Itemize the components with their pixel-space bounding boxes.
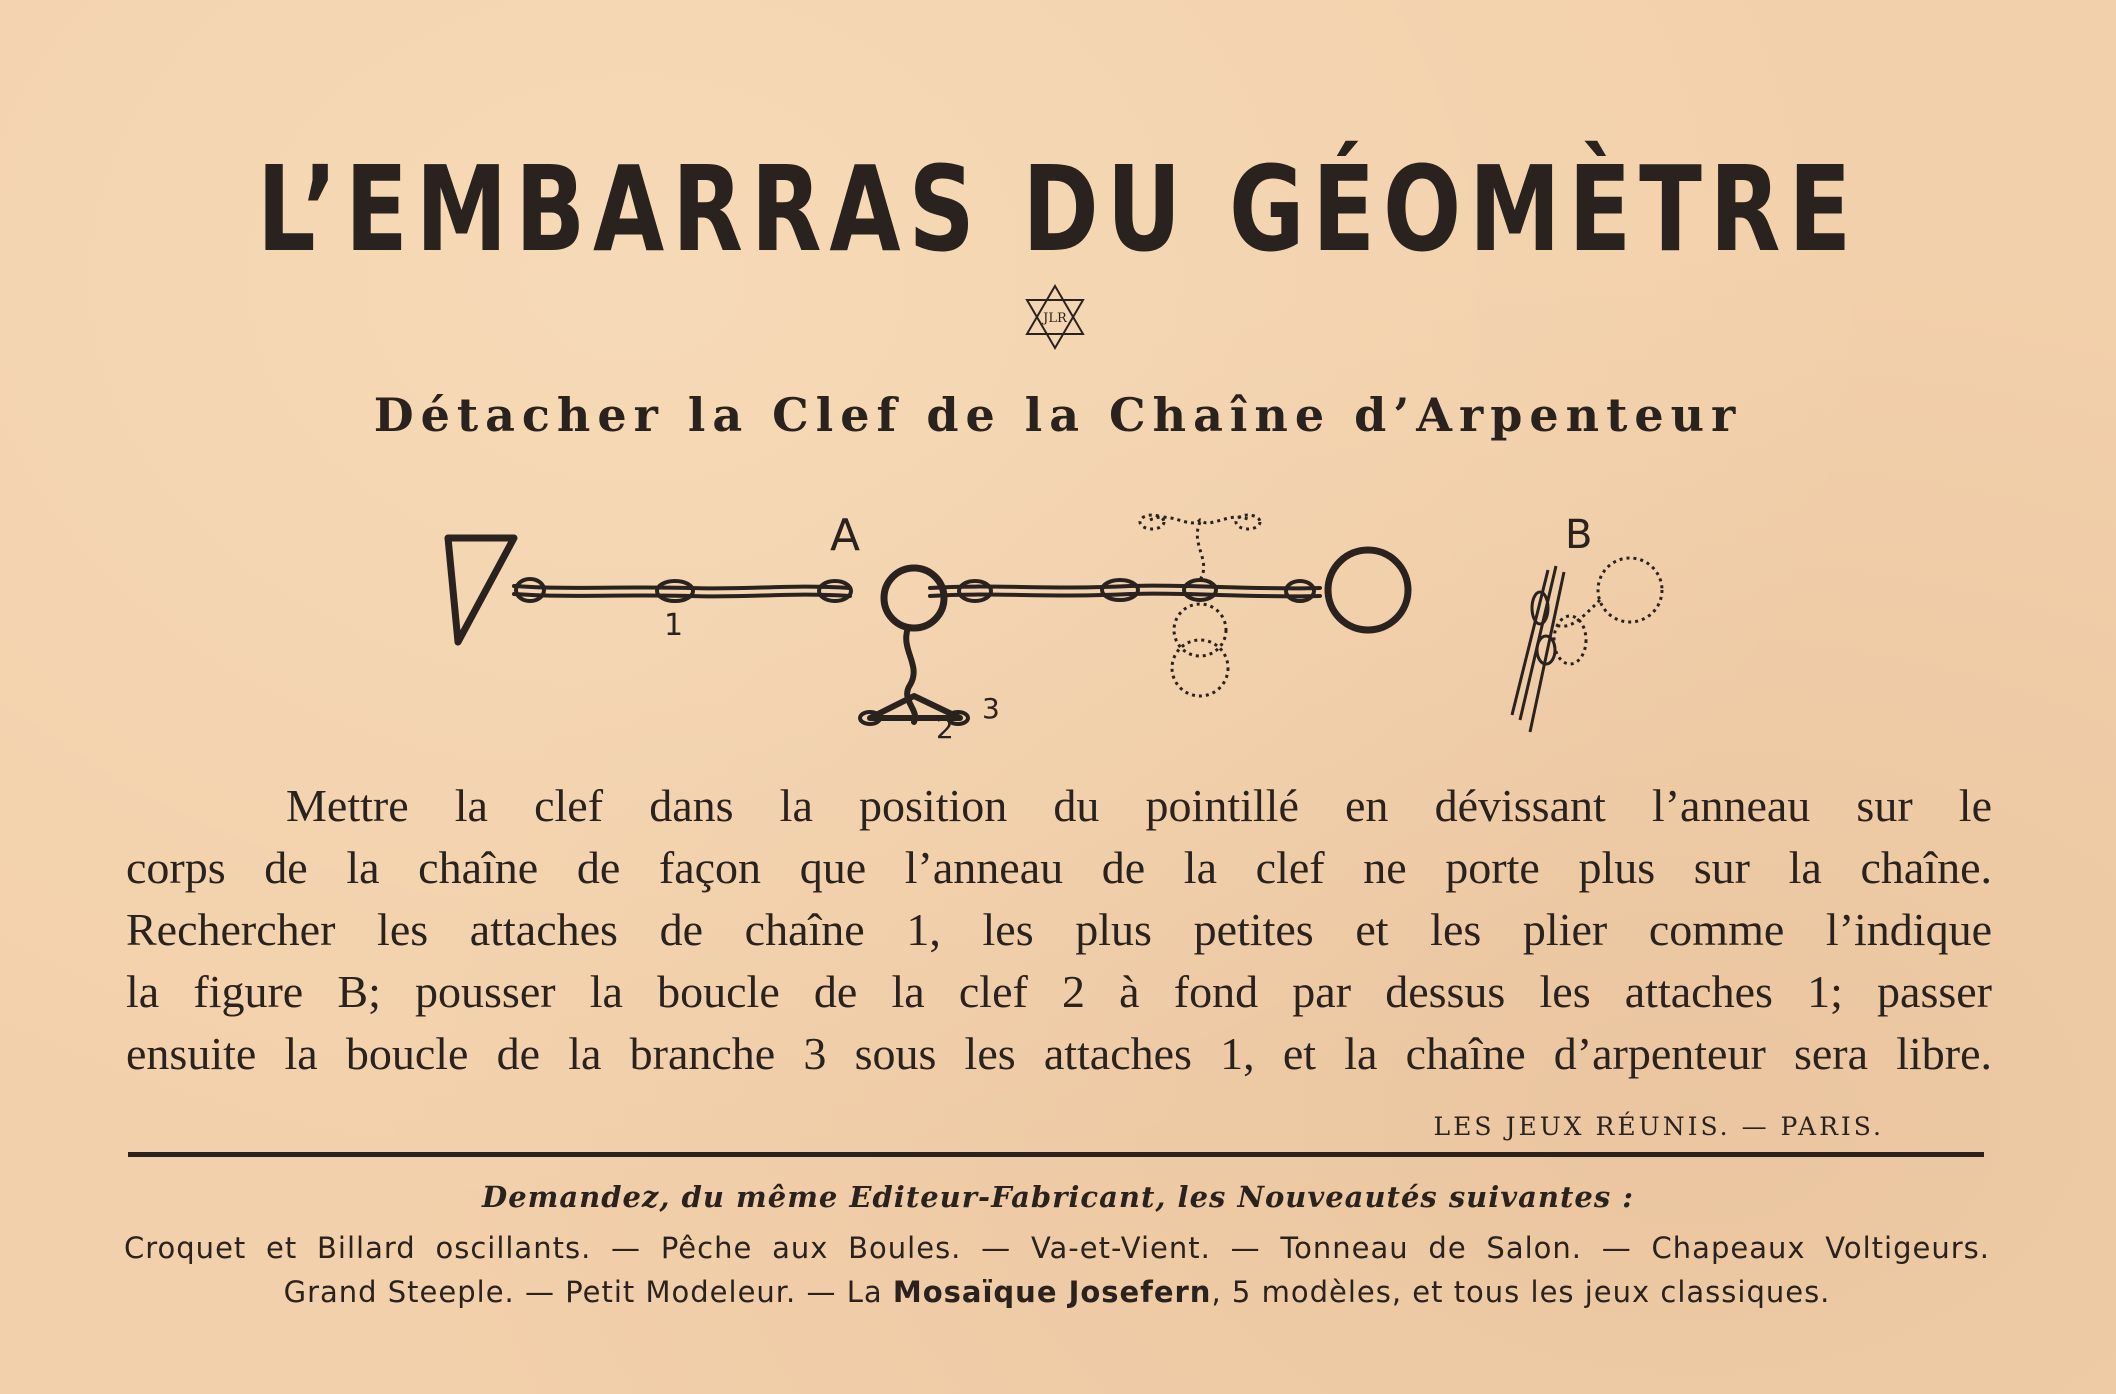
instructions-paragraph xyxy=(126,775,1992,1085)
figure-label-1: 1 xyxy=(664,608,684,643)
figure-label-a: A xyxy=(830,510,861,561)
product-line-start: Grand Steeple. — Petit Modeleur. — La xyxy=(283,1275,893,1309)
publisher-imprint: LES JEUX RÉUNIS. — PARIS. xyxy=(1433,1112,1884,1141)
instruction-line: la figure B; pousser la boucle de la clef 2 à fond par dessus les attaches 1; passer xyxy=(126,966,1992,1017)
card-title: L’EMBARRAS DU GÉOMÈTRE xyxy=(256,140,1860,278)
figure-label-2: 2 xyxy=(936,712,954,745)
instruction-line: ensuite la boucle de la branche 3 sous les attaches 1, et la chaîne d’arpenteur sera libre. xyxy=(126,1028,1992,1079)
chain-puzzle-illustration xyxy=(430,500,1710,770)
instruction-line: Mettre la clef dans la position du pointillé en dévissant l’anneau sur le xyxy=(286,780,1992,831)
logo-monogram: JLR xyxy=(1043,311,1067,326)
advert-heading: Demandez, du même Editeur-Fabricant, les Nouveautés suivantes : xyxy=(482,1180,1634,1214)
product-line-end: , 5 modèles, et tous les jeux classiques. xyxy=(1211,1275,1831,1309)
product-line xyxy=(124,1270,1990,1314)
star-of-david-monogram-icon xyxy=(1020,282,1090,352)
figure-label-b: B xyxy=(1565,512,1593,558)
instruction-line: corps de la chaîne de façon que l’anneau de la clef ne porte plus sur la chaîne. xyxy=(126,842,1992,893)
product-highlight: Mosaïque Josefern xyxy=(892,1275,1212,1309)
figure-label-3: 3 xyxy=(982,692,1000,725)
instruction-line: Rechercher les attaches de chaîne 1, les plus petites et les plier comme l’indique xyxy=(126,904,1992,955)
product-line: Croquet et Billard oscillants. — Pêche aux Boules. — Va-et-Vient. — Tonneau de Salon. — Chapeaux Voltigeurs. xyxy=(124,1231,1990,1265)
divider-rule xyxy=(128,1152,1984,1157)
chain-diagram xyxy=(430,500,1710,770)
card-subtitle: Détacher la Clef de la Chaîne d’Arpenteur xyxy=(373,388,1743,442)
product-list xyxy=(124,1226,1990,1314)
